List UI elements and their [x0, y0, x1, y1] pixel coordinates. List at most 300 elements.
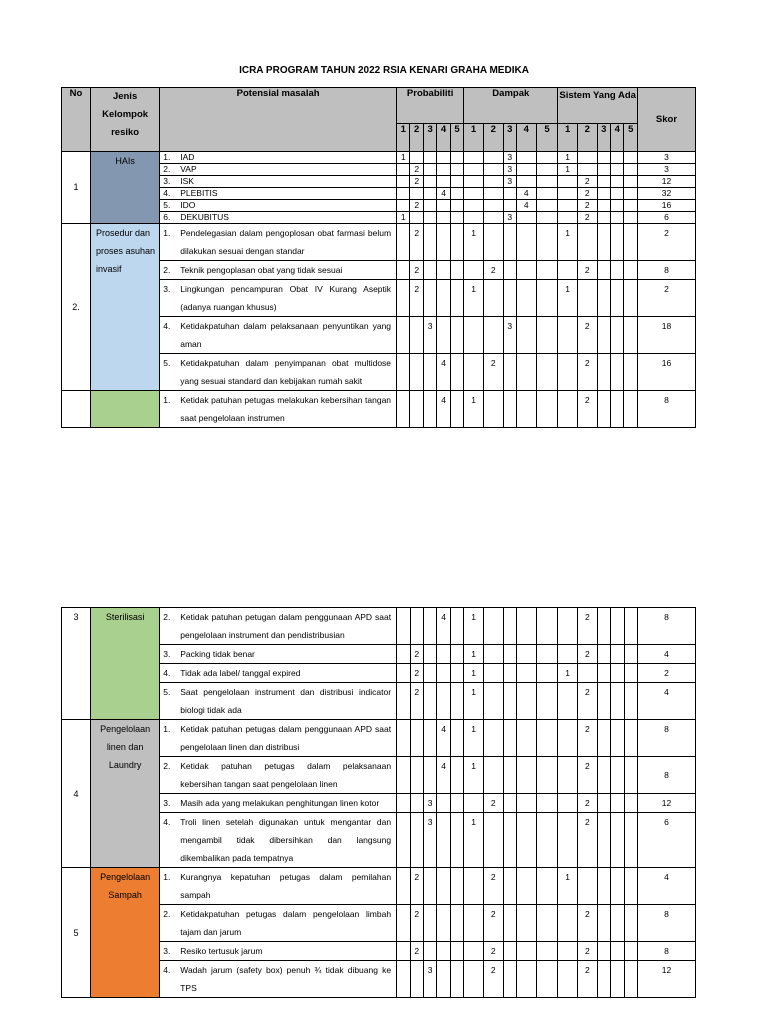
- sistem-cell: 1: [558, 280, 578, 317]
- problem-number: 5.: [163, 358, 171, 368]
- probabiliti-cell: [423, 645, 436, 664]
- group-number: [62, 391, 91, 428]
- sistem-cell: [624, 280, 638, 317]
- probabiliti-cell: 3: [423, 317, 436, 354]
- dampak-cell: [516, 280, 536, 317]
- probabiliti-cell: [423, 608, 436, 645]
- sistem-cell: [597, 757, 610, 794]
- scale-cell: 4: [516, 124, 536, 152]
- probabiliti-cell: 3: [423, 961, 436, 998]
- problem-number: 3.: [163, 284, 171, 294]
- skor-cell: 3: [637, 152, 695, 164]
- sistem-cell: [611, 212, 624, 224]
- sistem-cell: [558, 645, 578, 664]
- sistem-cell: [558, 813, 578, 868]
- sistem-cell: 2: [577, 354, 597, 391]
- problem-text: Tidak ada label/ tanggal expired: [180, 668, 301, 678]
- probabiliti-cell: [450, 152, 463, 164]
- sistem-cell: [611, 391, 624, 428]
- skor-cell: 12: [637, 794, 695, 813]
- sistem-cell: [558, 757, 578, 794]
- dampak-cell: [483, 813, 503, 868]
- problem-text: Masih ada yang melakukan penghitungan linen kotor: [180, 798, 380, 808]
- problem-text: Ketidak patuhan petugan dalam penggunaan APD saat pengelolaan instrument dan pendistribusian: [180, 612, 392, 640]
- dampak-cell: [516, 261, 536, 280]
- probabiliti-cell: [437, 868, 450, 905]
- skor-cell: 6: [637, 212, 695, 224]
- dampak-cell: [464, 200, 484, 212]
- problem-cell: [160, 608, 397, 645]
- probabiliti-cell: [450, 757, 463, 794]
- problem-text: Lingkungan pencampuran Obat IV Kurang Aseptik (adanya ruangan khusus): [180, 284, 392, 312]
- probabiliti-cell: 3: [423, 813, 436, 868]
- sistem-cell: [597, 188, 610, 200]
- dampak-cell: 4: [516, 200, 536, 212]
- sistem-cell: [624, 224, 638, 261]
- dampak-cell: [536, 608, 558, 645]
- dampak-cell: [516, 794, 536, 813]
- problem-text: DEKUBITUS: [180, 212, 229, 222]
- dampak-cell: [536, 176, 558, 188]
- sistem-cell: [611, 317, 624, 354]
- sistem-cell: [611, 942, 624, 961]
- probabiliti-cell: [410, 720, 423, 757]
- sistem-cell: [611, 176, 624, 188]
- probabiliti-cell: [450, 664, 463, 683]
- probabiliti-cell: [437, 280, 450, 317]
- probabiliti-cell: [423, 224, 436, 261]
- probabiliti-cell: [423, 176, 436, 188]
- sistem-cell: [611, 224, 624, 261]
- probabiliti-cell: [397, 664, 410, 683]
- risk-group-label: [90, 391, 159, 428]
- problem-cell: [160, 757, 397, 794]
- dampak-cell: [536, 794, 558, 813]
- dampak-cell: [503, 905, 516, 942]
- skor-cell: 4: [637, 868, 695, 905]
- risk-group-label: Pengelolaan linen dan Laundry: [90, 720, 159, 868]
- dampak-cell: 1: [464, 813, 484, 868]
- sistem-cell: [611, 757, 624, 794]
- sistem-cell: [558, 961, 578, 998]
- probabiliti-cell: [397, 683, 410, 720]
- sistem-cell: 2: [577, 608, 597, 645]
- dampak-cell: [536, 224, 558, 261]
- skor-cell: 16: [637, 200, 695, 212]
- dampak-cell: 3: [503, 164, 516, 176]
- sistem-cell: [624, 794, 637, 813]
- problem-number: 4.: [163, 668, 171, 678]
- problem-number: 1.: [163, 724, 171, 734]
- dampak-cell: [483, 645, 503, 664]
- sistem-cell: [624, 152, 638, 164]
- dampak-cell: 3: [503, 317, 516, 354]
- document-title: ICRA PROGRAM TAHUN 2022 RSIA KENARI GRAHA MEDIKA: [239, 65, 529, 76]
- probabiliti-cell: 2: [410, 645, 423, 664]
- header-dampak: Dampak: [464, 88, 558, 124]
- probabiliti-cell: 2: [410, 280, 423, 317]
- sistem-cell: [611, 200, 624, 212]
- sistem-cell: [558, 794, 578, 813]
- probabiliti-cell: [423, 152, 436, 164]
- sistem-cell: [624, 317, 638, 354]
- dampak-cell: 3: [503, 152, 516, 164]
- problem-cell: [160, 280, 397, 317]
- probabiliti-cell: [397, 608, 410, 645]
- header-probabiliti: Probabiliti: [397, 88, 464, 124]
- sistem-cell: [611, 152, 624, 164]
- probabiliti-cell: [423, 720, 436, 757]
- probabiliti-cell: [410, 212, 423, 224]
- group-number: 4: [62, 720, 91, 868]
- skor-cell: 2: [637, 280, 695, 317]
- sistem-cell: 2: [577, 176, 597, 188]
- probabiliti-cell: [423, 200, 436, 212]
- scale-cell: 3: [597, 124, 610, 152]
- sistem-cell: [597, 261, 610, 280]
- header-no: No: [62, 88, 91, 152]
- sistem-cell: [624, 391, 638, 428]
- problem-number: 1.: [163, 872, 171, 882]
- dampak-cell: [503, 280, 516, 317]
- scale-cell: 3: [423, 124, 436, 152]
- sistem-cell: [624, 942, 637, 961]
- probabiliti-cell: [423, 261, 436, 280]
- dampak-cell: [516, 757, 536, 794]
- scale-cell: 1: [558, 124, 578, 152]
- probabiliti-cell: [397, 188, 410, 200]
- probabiliti-cell: [450, 961, 463, 998]
- dampak-cell: 1: [464, 391, 484, 428]
- probabiliti-cell: [397, 961, 410, 998]
- sistem-cell: 1: [558, 164, 578, 176]
- probabiliti-cell: [397, 280, 410, 317]
- sistem-cell: 2: [577, 720, 597, 757]
- dampak-cell: [516, 176, 536, 188]
- skor-cell: 2: [637, 664, 695, 683]
- probabiliti-cell: [450, 942, 463, 961]
- sistem-cell: [611, 188, 624, 200]
- probabiliti-cell: [410, 152, 423, 164]
- probabiliti-cell: [450, 391, 463, 428]
- problem-cell: [160, 164, 397, 176]
- probabiliti-cell: 3: [423, 794, 436, 813]
- dampak-cell: [516, 942, 536, 961]
- sistem-cell: [597, 868, 610, 905]
- probabiliti-cell: [423, 757, 436, 794]
- probabiliti-cell: [423, 391, 436, 428]
- problem-text: Wadah jarum (safety box) penuh ¾ tidak dibuang ke TPS: [180, 965, 392, 993]
- sistem-cell: [624, 176, 638, 188]
- probabiliti-cell: [437, 317, 450, 354]
- probabiliti-cell: [410, 317, 423, 354]
- probabiliti-cell: [437, 212, 450, 224]
- sistem-cell: [597, 683, 610, 720]
- probabiliti-cell: [450, 720, 463, 757]
- dampak-cell: [536, 813, 558, 868]
- problem-number: 4.: [163, 321, 171, 331]
- dampak-cell: [536, 212, 558, 224]
- sistem-cell: [597, 354, 610, 391]
- dampak-cell: [483, 391, 503, 428]
- sistem-cell: [558, 212, 578, 224]
- dampak-cell: [536, 961, 558, 998]
- dampak-cell: [536, 188, 558, 200]
- skor-cell: 32: [637, 188, 695, 200]
- problem-text: Ketidakpatuhan petugas dalam pengelolaan limbah tajam dan jarum: [180, 909, 392, 937]
- skor-cell: 8: [637, 261, 695, 280]
- probabiliti-cell: 2: [410, 164, 423, 176]
- sistem-cell: [597, 905, 610, 942]
- problem-number: 5.: [163, 687, 171, 697]
- probabiliti-cell: 1: [397, 152, 410, 164]
- sistem-cell: [577, 868, 597, 905]
- problem-cell: [160, 212, 397, 224]
- table-row: [62, 868, 696, 905]
- sistem-cell: 1: [558, 152, 578, 164]
- sistem-cell: [597, 664, 610, 683]
- probabiliti-cell: 4: [437, 720, 450, 757]
- problem-text: IDO: [180, 200, 196, 210]
- sistem-cell: [611, 868, 624, 905]
- dampak-cell: [503, 942, 516, 961]
- sistem-cell: [558, 942, 578, 961]
- skor-cell: 12: [637, 176, 695, 188]
- probabiliti-cell: [397, 813, 410, 868]
- problem-text: IAD: [180, 152, 195, 162]
- probabiliti-cell: [410, 188, 423, 200]
- sistem-cell: [597, 212, 610, 224]
- problem-number: 2.: [163, 265, 171, 275]
- dampak-cell: [516, 664, 536, 683]
- sistem-cell: [558, 261, 578, 280]
- problem-cell: [160, 720, 397, 757]
- sistem-cell: [624, 261, 638, 280]
- problem-text: Ketidakpatuhan dalam penyimpanan obat multidose yang sesuai standard dan kebijakan rumah sakit: [180, 358, 392, 386]
- sistem-cell: [577, 164, 597, 176]
- problem-cell: [160, 813, 397, 868]
- probabiliti-cell: 2: [410, 176, 423, 188]
- scale-cell: 1: [397, 124, 410, 152]
- probabiliti-cell: [437, 942, 450, 961]
- dampak-cell: [503, 683, 516, 720]
- dampak-cell: [483, 188, 503, 200]
- scale-cell: 2: [577, 124, 597, 152]
- sistem-cell: [624, 664, 637, 683]
- problem-cell: [160, 261, 397, 280]
- dampak-cell: [503, 794, 516, 813]
- sistem-cell: [624, 905, 637, 942]
- probabiliti-cell: [450, 608, 463, 645]
- dampak-cell: [464, 261, 484, 280]
- sistem-cell: [624, 961, 637, 998]
- probabiliti-cell: [437, 664, 450, 683]
- sistem-cell: [597, 164, 610, 176]
- group-number: 5: [62, 868, 91, 998]
- dampak-cell: 1: [464, 720, 484, 757]
- probabiliti-cell: [450, 280, 463, 317]
- dampak-cell: [464, 212, 484, 224]
- sistem-cell: [577, 224, 597, 261]
- dampak-cell: [483, 176, 503, 188]
- sistem-cell: [597, 224, 610, 261]
- sistem-cell: [597, 645, 610, 664]
- sistem-cell: 2: [577, 905, 597, 942]
- probabiliti-cell: [410, 608, 423, 645]
- dampak-cell: [464, 794, 484, 813]
- probabiliti-cell: [397, 224, 410, 261]
- dampak-cell: 4: [516, 188, 536, 200]
- dampak-cell: [516, 868, 536, 905]
- probabiliti-cell: [423, 354, 436, 391]
- dampak-cell: [503, 813, 516, 868]
- probabiliti-cell: [423, 164, 436, 176]
- header-sistem: Sistem Yang Ada: [558, 88, 638, 124]
- sistem-cell: [597, 391, 610, 428]
- dampak-cell: 1: [464, 645, 484, 664]
- sistem-cell: [611, 794, 624, 813]
- dampak-cell: [503, 868, 516, 905]
- probabiliti-cell: [397, 905, 410, 942]
- problem-number: 3.: [163, 946, 171, 956]
- problem-number: 4.: [163, 965, 171, 975]
- dampak-cell: [516, 317, 536, 354]
- sistem-cell: [597, 152, 610, 164]
- problem-cell: [160, 176, 397, 188]
- problem-cell: [160, 905, 397, 942]
- sistem-cell: [624, 757, 637, 794]
- problem-number: 2.: [163, 761, 171, 771]
- table-row: [62, 608, 696, 645]
- sistem-cell: 2: [577, 942, 597, 961]
- dampak-cell: 2: [483, 261, 503, 280]
- sistem-cell: [611, 961, 624, 998]
- problem-number: 2.: [163, 909, 171, 919]
- probabiliti-cell: [410, 794, 423, 813]
- table-row: [62, 224, 696, 261]
- dampak-cell: [536, 757, 558, 794]
- skor-cell: 8: [637, 720, 695, 757]
- dampak-cell: 1: [464, 224, 484, 261]
- probabiliti-cell: [397, 720, 410, 757]
- probabiliti-cell: [423, 942, 436, 961]
- sistem-cell: [611, 683, 624, 720]
- problem-cell: [160, 683, 397, 720]
- dampak-cell: [483, 664, 503, 683]
- sistem-cell: [597, 961, 610, 998]
- header-potensial: Potensial masalah: [160, 88, 397, 152]
- problem-cell: [160, 200, 397, 212]
- sistem-cell: 1: [558, 664, 578, 683]
- risk-group-label: Prosedur dan proses asuhan invasif: [90, 224, 159, 391]
- probabiliti-cell: 2: [410, 664, 423, 683]
- sistem-cell: [611, 280, 624, 317]
- dampak-cell: [516, 212, 536, 224]
- sistem-cell: 2: [577, 645, 597, 664]
- sistem-cell: [624, 813, 637, 868]
- skor-cell: 8: [637, 608, 695, 645]
- probabiliti-cell: [397, 164, 410, 176]
- dampak-cell: 1: [464, 757, 484, 794]
- dampak-cell: [503, 224, 516, 261]
- dampak-cell: [516, 224, 536, 261]
- problem-number: 5.: [163, 200, 171, 210]
- sistem-cell: 2: [577, 391, 597, 428]
- sistem-cell: [597, 794, 610, 813]
- sistem-cell: [597, 176, 610, 188]
- probabiliti-cell: [397, 317, 410, 354]
- probabiliti-cell: [450, 261, 463, 280]
- problem-text: VAP: [180, 164, 197, 174]
- dampak-cell: [536, 720, 558, 757]
- problem-number: 3.: [163, 798, 171, 808]
- problem-cell: [160, 794, 397, 813]
- problem-cell: [160, 354, 397, 391]
- dampak-cell: 1: [464, 664, 484, 683]
- sistem-cell: 2: [577, 794, 597, 813]
- dampak-cell: 2: [483, 794, 503, 813]
- group-number: 1: [62, 152, 91, 224]
- problem-number: 2.: [163, 164, 171, 174]
- dampak-cell: [503, 200, 516, 212]
- probabiliti-cell: [437, 261, 450, 280]
- probabiliti-cell: [450, 794, 463, 813]
- probabiliti-cell: [410, 961, 423, 998]
- sistem-cell: [597, 720, 610, 757]
- probabiliti-cell: 2: [410, 942, 423, 961]
- dampak-cell: [516, 683, 536, 720]
- icra-table-part-1: [61, 87, 696, 428]
- problem-number: 2.: [163, 612, 171, 622]
- skor-cell: 6: [637, 813, 695, 868]
- sistem-cell: [611, 664, 624, 683]
- probabiliti-cell: [450, 868, 463, 905]
- sistem-cell: 2: [577, 200, 597, 212]
- sistem-cell: [624, 188, 638, 200]
- sistem-cell: [611, 905, 624, 942]
- sistem-cell: [611, 813, 624, 868]
- table-row: [62, 720, 696, 757]
- sistem-cell: [624, 212, 638, 224]
- sistem-cell: [558, 317, 578, 354]
- skor-cell: 3: [637, 164, 695, 176]
- problem-text: Pendelegasian dalam pengoplosan obat farmasi belum dilakukan sesuai dengan standar: [180, 228, 392, 256]
- sistem-cell: [624, 720, 637, 757]
- probabiliti-cell: [450, 188, 463, 200]
- problem-cell: [160, 317, 397, 354]
- sistem-cell: [558, 720, 578, 757]
- dampak-cell: [516, 152, 536, 164]
- probabiliti-cell: 2: [410, 224, 423, 261]
- probabiliti-cell: [423, 188, 436, 200]
- dampak-cell: [536, 200, 558, 212]
- sistem-cell: [558, 354, 578, 391]
- dampak-cell: [464, 942, 484, 961]
- dampak-cell: [503, 961, 516, 998]
- sistem-cell: [597, 942, 610, 961]
- probabiliti-cell: 4: [437, 608, 450, 645]
- probabiliti-cell: [437, 152, 450, 164]
- sistem-cell: [597, 608, 610, 645]
- probabiliti-cell: 4: [437, 391, 450, 428]
- dampak-cell: [516, 720, 536, 757]
- probabiliti-cell: [397, 200, 410, 212]
- sistem-cell: 2: [577, 212, 597, 224]
- sistem-cell: [558, 905, 578, 942]
- sistem-cell: 1: [558, 224, 578, 261]
- group-number: 2.: [62, 224, 91, 391]
- probabiliti-cell: [437, 794, 450, 813]
